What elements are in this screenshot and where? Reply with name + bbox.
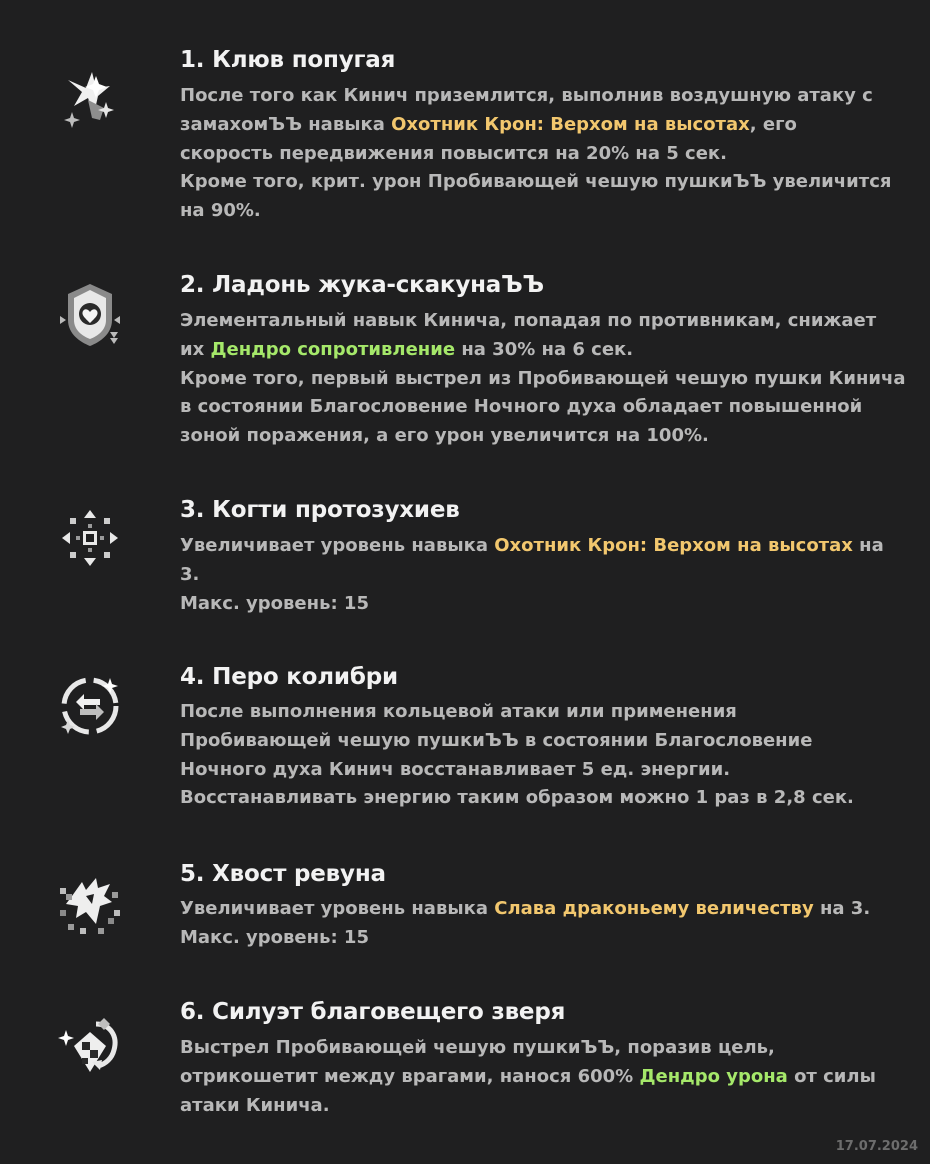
description-line: Восстанавливать энергию таким образом можно 1 раз в 2,8 сек.: [180, 787, 854, 809]
element-link[interactable]: Дендро урона: [639, 1065, 788, 1087]
element-link[interactable]: Дендро сопротивление: [210, 338, 456, 360]
description-line: Увеличивает уровень навыка Охотник Крон: Верхом на высотах на: [180, 535, 884, 556]
howler-tail-icon: [52, 866, 128, 942]
constellation-title: 4. Перо колибри: [180, 664, 398, 690]
description-line: После выполнения кольцевой атаки или применения: [180, 701, 737, 722]
description-line: в состоянии Благословение Ночного духа обладает повышенной: [180, 396, 863, 418]
description-line: Кроме того, крит. урон Пробивающей чешую пушкиЪЪ увеличится: [180, 171, 892, 193]
constellation-description: [180, 698, 900, 813]
constellation-title: 3. Когти протозухиев: [180, 497, 460, 523]
constellation-title: 6. Силуэт благовещего зверя: [180, 999, 566, 1025]
constellation-description: [180, 307, 906, 451]
description-line: 3.: [180, 563, 200, 585]
hummingbird-feather-icon: [52, 668, 128, 744]
description-line: замахомЪЪ навыка Охотник Крон: Верхом на высотах, его: [180, 113, 797, 135]
constellation-description: [180, 532, 900, 618]
description-line: Макс. уровень: 15: [180, 592, 369, 614]
description-line: Ночного духа Кинич восстанавливает 5 ед. энергии.: [180, 758, 731, 780]
description-line: После того как Кинич приземлится, выполнив воздушную атаку с: [180, 85, 873, 106]
description-line: Пробивающей чешую пушкиЪЪ в состоянии Благословение: [180, 729, 813, 751]
description-line: Макс. уровень: 15: [180, 926, 369, 948]
description-line: их Дендро сопротивление на 30% на 6 сек.: [180, 338, 634, 360]
constellation-description: [180, 895, 900, 953]
skill-link[interactable]: Охотник Крон: Верхом на высотах: [494, 535, 853, 556]
protosuchian-claws-icon: [52, 500, 128, 576]
description-line: скорость передвижения повысится на 20% на 5 сек.: [180, 142, 727, 164]
constellation-title: 2. Ладонь жука-скакунаЪЪ: [180, 272, 544, 298]
description-line: отрикошетит между врагами, нанося 600% Дендро урона от силы: [180, 1065, 876, 1087]
description-line: зоной поражения, а его урон увеличится на 100%.: [180, 425, 709, 447]
skill-link[interactable]: Охотник Крон: Верхом на высотах: [391, 113, 750, 135]
constellation-description: [180, 82, 900, 226]
auspicious-beast-icon: [52, 1010, 128, 1086]
parrot-beak-icon: [52, 62, 128, 138]
description-line: атаки Кинича.: [180, 1094, 330, 1116]
skill-link[interactable]: Слава драконьему величеству: [494, 898, 814, 919]
date-stamp: 17.07.2024: [835, 1139, 918, 1154]
constellation-title: 5. Хвост ревуна: [180, 861, 386, 887]
constellation-description: [180, 1034, 900, 1120]
description-line: Выстрел Пробивающей чешую пушкиЪЪ, поразив цель,: [180, 1037, 775, 1058]
description-line: на 90%.: [180, 200, 261, 222]
description-line: Кроме того, первый выстрел из Пробивающей чешую пушки Кинича: [180, 367, 906, 389]
description-line: Увеличивает уровень навыка Слава драконьему величеству на 3.: [180, 898, 871, 919]
constellation-title: 1. Клюв попугая: [180, 47, 396, 73]
description-line: Элементальный навык Кинича, попадая по противникам, снижает: [180, 310, 877, 331]
beetle-palm-icon: [52, 276, 128, 352]
